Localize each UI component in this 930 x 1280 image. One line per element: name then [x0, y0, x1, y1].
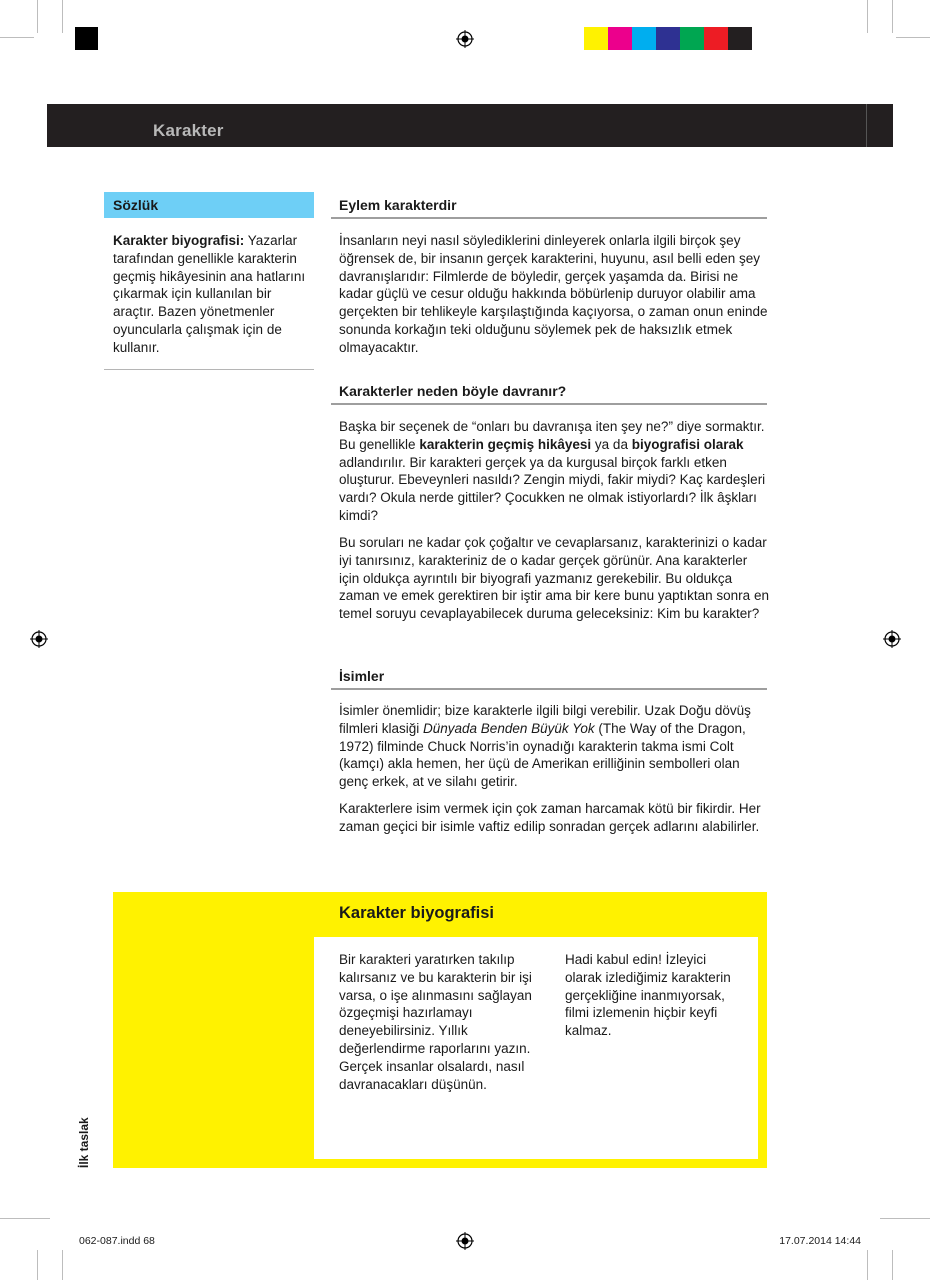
registration-mark-icon [30, 630, 48, 648]
text-run: Başka bir seçenek de “onları bu davranışa iten şey ne?” diye sormaktır. Bu genellikle [339, 419, 765, 452]
section-paragraph [339, 418, 771, 525]
color-bar [584, 27, 752, 50]
registration-mark-icon [883, 630, 901, 648]
glossary-divider [104, 369, 314, 370]
glossary-term: Karakter biyografisi: [113, 233, 245, 248]
section-heading-why: Karakterler neden böyle davranır? [339, 383, 567, 399]
text-run: ya da [591, 436, 632, 452]
footer-file-info: 062-087.indd 68 [79, 1235, 155, 1247]
crop-mark [867, 0, 868, 33]
section-rule [331, 217, 767, 219]
crop-mark [0, 1218, 50, 1219]
glossary-entry [113, 232, 311, 357]
color-swatch [680, 27, 704, 50]
registration-mark-icon [456, 1232, 474, 1250]
color-swatch [704, 27, 728, 50]
crop-mark [892, 0, 893, 33]
draft-label: İlk taslak [77, 1117, 91, 1168]
color-swatch [608, 27, 632, 50]
glossary-definition: Yazarlar tarafından genellikle karakterin geçmiş hikâyesinin ana hatlarını çıkarmak için kullanılan bir araçtır. Bazen yönetmenler oyuncularla çalışmak için de kullanır. [113, 233, 306, 355]
bold-term: karakterin geçmiş hikâyesi [419, 436, 592, 452]
chapter-title: Karakter [153, 121, 224, 140]
section-heading-names: İsimler [339, 668, 385, 684]
film-title: Dünyada Benden Büyük Yok [423, 720, 595, 736]
text-run: (The Way of the Dragon, 1972) filminde Chuck Norris’in oynadığı karakterin takma ismi Colt (kamçı) akla hemen, her üçü de Amerikan erilliğinin sembolleri olan genç erkek, at ve silahı getirir. [339, 720, 746, 790]
crop-mark [892, 1250, 893, 1280]
activity-box-right-text: Hadi kabul edin! İzleyici olarak izlediğimiz karakterin gerçekliğine inanmıyorsak, filmi izlemenin hiçbir keyfi kalmaz. [565, 952, 731, 1039]
crop-mark [62, 0, 63, 33]
color-bar-black-square [75, 27, 98, 50]
section-paragraph: Bu soruları ne kadar çok çoğaltır ve cevaplarsanız, karakterinizi o kadar iyi tanırsınız, karakteriniz de o kadar gerçek görünür. Ana karakterler için oldukça ayrıntılı bir biyografi yazmanız gerekebilir. Bu oldukça zaman ve emek gerektiren bir iştir ama bir kere bunu yaptıktan sonra en temel soruyu cevaplayabilecek duruma geleceksiniz: Kim bu karakter? [339, 535, 769, 622]
color-swatch [656, 27, 680, 50]
crop-mark [880, 1218, 930, 1219]
header-divider [866, 104, 867, 147]
activity-box-title: Karakter biyografisi [339, 904, 494, 922]
crop-mark [867, 1250, 868, 1280]
section-paragraph: Karakterlere isim vermek için çok zaman harcamak kötü bir fikirdir. Her zaman geçici bir isimle vaftiz edilip sonradan gerçek adlarını alabilirler. [339, 801, 761, 834]
section-rule [331, 403, 767, 405]
section-heading-action: Eylem karakterdir [339, 197, 457, 213]
bold-term: biyografisi olarak [631, 436, 744, 452]
glossary-heading: Sözlük [104, 192, 314, 218]
crop-mark [62, 1250, 63, 1280]
crop-mark [37, 0, 38, 33]
section-paragraph [339, 702, 771, 791]
registration-mark-icon [456, 30, 474, 48]
section-rule [331, 688, 767, 690]
activity-box-left-text: Bir karakteri yaratırken takılıp kalırsanız ve bu karakterin bir işi varsa, o işe alınmasını sağlayan özgeçmişi hazırlamayı deneyebilirsiniz. Yıllık değerlendirme raporlarını yazın. Gerçek insanlar olsalardı, nasıl davranacakları düşünün. [339, 952, 532, 1092]
color-swatch [584, 27, 608, 50]
crop-mark [896, 37, 930, 38]
footer-timestamp: 17.07.2014 14:44 [779, 1235, 861, 1247]
color-swatch [632, 27, 656, 50]
text-run: adlandırılır. Bir karakteri gerçek ya da kurgusal birçok farklı etken oluşturur. Ebeveynleri nasıldı? Zengin miydi, fakir miydi? Kaç kardeşleri vardı? Okula nerde gittiler? Çocukken ne olmak istiyorlardı? İlk âşkları kimdi? [339, 454, 766, 523]
text-run: İsimler önemlidir; bize karakterle ilgili bilgi verebilir. Uzak Doğu dövüş filmleri klasiği [339, 703, 751, 736]
crop-mark [0, 37, 34, 38]
color-swatch [728, 27, 752, 50]
crop-mark [37, 1250, 38, 1280]
section-paragraph: İnsanların neyi nasıl söylediklerini dinleyerek onlarla ilgili birçok şey öğrensek de, bir insanın gerçek karakterini, huyunu, asıl belli eden şey davranışlarıdır: Filmlerde de böyledir, gerçek yaşamda da. Birisi ne kadar güçlü ve cesur olduğu hakkında böbürlenip duruyor olabilir ama gerçekten bir tehlikeyle karşılaştığında kaçıyorsa, o zaman onun eninde sonunda korkağın teki olduğunu söylemek pek de haksızlık etmek olmayacaktır. [339, 233, 768, 355]
